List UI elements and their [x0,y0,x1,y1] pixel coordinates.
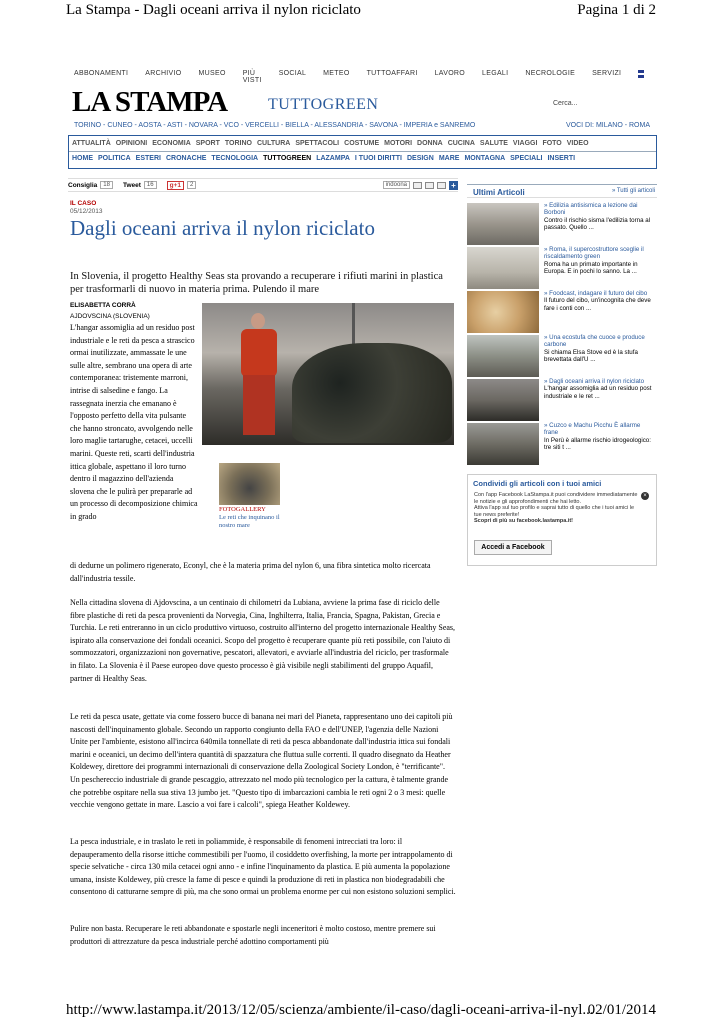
section-nav-row-2 [72,155,575,162]
gplus-count: 2 [187,181,196,189]
article-paragraph-3: La pesca industriale, e in traslato le reti in poliammide, è responsabile di fenomeni intrecciati tra loro: il depauperamento della risorse ittiche commestibili per l'uomo, il cosiddetto overfishing, la morte per intrappolamento di specie selvatiche - circa 130 mila cetacei ogni anno - e infine l'inquinamento da plastica. E più aumenta la popolazione umana, insiste Koldewey, più cresce la fame di pesce e quindi la produzione di reti in plastica non biodegradabili che consentono di catturarne sempre di più, ma che sono ormai un problema enorme per cui non esistono soluzioni semplici. [70,837,456,897]
section-nav-item[interactable]: TECNOLOGIA [211,155,259,162]
photogallery-thumbnail[interactable] [219,463,280,505]
section-nav-row-1 [72,140,589,147]
section-nav-item[interactable]: LAZAMPA [316,155,350,162]
font-size-icon[interactable] [437,182,446,189]
section-nav-item[interactable]: SALUTE [479,140,508,147]
section-nav-item[interactable]: VIDEO [566,140,589,147]
article-link[interactable]: » Roma, il supercostruttore sceglie il riscaldamento green [544,246,644,261]
topnav-item[interactable]: PIÙ VISTI [242,70,262,84]
article-author: ELISABETTA CORRÀ [70,302,136,309]
article-excerpt: L'hangar assomiglia ad un residuo post industriale e le ret ... [544,385,652,400]
section-nav-item[interactable]: ESTERI [135,155,161,162]
latest-article-item[interactable] [467,203,657,245]
section-nav-item[interactable]: MONTAGNA [464,155,506,162]
topnav-item[interactable]: SERVIZI [592,70,622,77]
section-nav-item[interactable]: CRONACHE [165,155,207,162]
latest-articles-title: Ultimi Articoli [473,188,525,197]
article-thumbnail[interactable] [467,335,539,377]
section-nav-item[interactable]: COSTUME [344,140,380,147]
article-thumbnail[interactable] [467,291,539,333]
share-text-1: Con l'app Facebook LaStampa.it puoi condividere immediatamente le notizie e gli approfondimenti che hai letto. [474,492,638,505]
photo-fishing-net [292,343,452,443]
article-thumbnail[interactable] [467,423,539,465]
article-excerpt: Si chiama Elsa Stove ed è la stufa brevettata dall'U ... [544,348,638,363]
section-nav-item[interactable]: SPETTACOLI [295,140,340,147]
section-nav-item[interactable]: CULTURA [257,140,291,147]
topnav-item[interactable]: METEO [323,70,350,77]
article-summary [544,290,656,312]
section-nav-item[interactable]: CUCINA [447,140,475,147]
gplus-button[interactable] [167,181,197,190]
latest-article-item[interactable] [467,247,657,289]
article-link[interactable]: » Dagli oceani arriva il nylon riciclato [544,378,645,385]
section-nav-item[interactable]: SPECIALI [510,155,543,162]
latest-article-item[interactable] [467,291,657,333]
share-box-text [474,492,639,525]
consiglia-label: Consiglia [68,181,98,189]
topnav-item[interactable]: ARCHIVIO [145,70,182,77]
article-paragraph-2: Le reti da pesca usate, gettate via come fossero bucce di banana nei mari del Pianeta, rappresentano uno dei capitoli più nascosti dell'inquinamento globale. Secondo un rapporto congiunto della FAO e dell'UNEP, l'agenzia delle Nazioni Unite per l'ambiente, esistono all'incirca 640mila tonnellate di reti da pesca abbandonate dall'industria ittica sui fondali marini e oceanici, un decimo dell'intera quantità di spazzatura che fluttua sulle correnti. Il quadro disegnato da Heather Koldewey, direttore dei programmi internazionali di conservazione della Zoological Society London, è "terrificante". Un peschereccio industriale di grande pescaggio, attrezzato nel modo più tecnologico per la cattura, è talmente grande che potrebbe ospitare nella sua stiva 13 jumbo jet. "Questo tipo di imbarcazioni cambia le reti ogni 2 o 3 mesi: quelle vecchie vengono gettate in mare. Lascio a voi fare i calcoli", spiega Heather Koldewey. [70,712,453,810]
article-paragraph-4: Pulire non basta. Recuperare le reti abbandonate e spostarle negli inceneritori è molto costoso, mentre premere sui produttori di attrezzature da pesca industriale perché adottino comportamenti più [70,924,436,946]
article-summary [544,378,656,400]
top-navigation [74,70,644,84]
indoona-button[interactable]: indoona [383,181,410,189]
section-nav-item[interactable]: ATTUALITÀ [72,140,111,147]
section-nav-item[interactable]: OPINIONI [115,140,148,147]
section-nav-item[interactable]: HOME [72,155,93,162]
divider [69,151,656,152]
article-link[interactable]: » Una ecostufa che cuoce e produce carbone [544,334,645,349]
article-thumbnail[interactable] [467,379,539,421]
print-footer-url: http://www.lastampa.it/2013/12/05/scienza/ambiente/il-caso/dagli-oceani-arriva-il-nyl... [66,1002,594,1018]
section-nav-item[interactable]: I TUOI DIRITTI [354,155,402,162]
photo-fisherman [237,313,287,438]
article-kicker: IL CASO [70,200,97,207]
topnav-item[interactable]: NECROLOGIE [525,70,576,77]
article-summary [544,334,656,363]
article-lead: L'hangar assomiglia ad un residuo post industriale e le reti da pesca a strascico ormai inutilizzate, ammassate le une sulle altre, sembrano una opera di arte contemporanea: tristemente marroni, intrise di salsedine e fango. La rassegnata inerzia che emanano è l'opposto perfetto della vita pulsante che hanno stroncato, avvolgendo nelle loro maglie tartarughe, cetacei, uccelli marini. Queste reti, scarti dell'industria ittica globale, aspettano il loro turno dentro il magazzino dell'azienda slovena che le pulirà per prepararle ad un processo di decomposizione chimica in grado [70,323,198,521]
section-nav-item[interactable]: DONNA [417,140,443,147]
cities-bar[interactable]: TORINO - CUNEO - AOSTA - ASTI - NOVARA - VCO - VERCELLI - BIELLA - ALESSANDRIA - SAVONA - IMPERIA e SANREMO [74,122,476,129]
share-text-3[interactable]: Scopri di più su facebook.lastampa.it! [474,518,574,524]
gplus-label: g+1 [167,181,184,190]
section-nav-item[interactable]: TUTTOGREEN [263,155,312,162]
latest-article-item[interactable] [467,379,657,421]
article-excerpt: Contro il rischio sisma l'edilizia torna al passato. Quello ... [544,216,651,231]
share-box-title: Condividi gli articoli con i tuoi amici [473,479,602,488]
article-dateline: AJDOVSCINA (SLOVENIA) [70,313,150,320]
section-nav-item[interactable]: FOTO [542,140,562,147]
article-link[interactable]: » Cuzco e Machu Picchu È allarme frane [544,422,641,437]
add-share-icon[interactable]: + [449,181,458,190]
section-nav-item[interactable]: VIAGGI [512,140,538,147]
article-subtitle: In Slovenia, il progetto Healthy Seas sta provando a recuperare i rifiuti marini in plastica per trasformarli di nuovo in materia prima. Pulendo il mare [70,271,443,295]
section-nav-item[interactable]: SPORT [195,140,220,147]
topnav-item[interactable]: LEGALI [482,70,509,77]
print-header-title: La Stampa - Dagli oceani arriva il nylon riciclato [66,2,361,18]
section-nav-item[interactable]: TORINO [224,140,252,147]
latest-article-item[interactable] [467,423,657,465]
print-icon[interactable] [413,182,422,189]
section-nav-item[interactable]: DESIGN [406,155,434,162]
article-date: 05/12/2013 [70,208,103,215]
voci-links[interactable]: VOCI DI: MILANO - ROMA [566,122,651,129]
topnav-item[interactable]: MUSEO [198,70,226,77]
print-header-page: Pagina 1 di 2 [577,2,656,18]
section-nav-item[interactable]: INSERTI [547,155,576,162]
share-bar [68,178,458,192]
consiglia-count: 18 [100,181,113,189]
topnav-item[interactable]: SOCIAL [278,70,307,77]
section-title[interactable]: TUTTOGREEN [268,96,379,113]
section-nav-item[interactable]: MOTORI [384,140,413,147]
article-link[interactable]: » Edilizia antisismica a lezione dai Borboni [544,202,638,217]
tweet-label: Tweet [122,181,141,189]
mail-icon[interactable] [425,182,434,189]
share-text-2: Attiva l'app sul tuo profilo e saprai tutto di quello che i tuoi amici le tue news preferite! [474,505,635,518]
article-main-photo[interactable] [202,303,454,445]
facebook-login-button[interactable]: Accedi a Facebook [474,540,552,555]
latest-articles-header [467,184,657,198]
section-nav-item[interactable]: POLITICA [98,155,131,162]
article-thumbnail[interactable] [467,203,539,245]
english-flag-icon[interactable] [638,70,644,78]
article-lead-continued: di dedurne un polimero rigenerato, Econyl, che è la materia prima del nylon 6, una fibra sintetica molto ricercata dall'industria tessile. [70,561,431,583]
topnav-item[interactable]: TUTTOAFFARI [366,70,418,77]
share-icons [383,181,458,190]
section-nav-item[interactable]: ECONOMIA [152,140,191,147]
print-footer-date: 02/01/2014 [587,1002,656,1018]
article-excerpt: Roma ha un primato importante in Europa. E in pochi lo sanno. La ... [544,260,638,275]
article-excerpt: Il futuro del cibo, un'incognita che deve fare i conti con ... [544,297,651,312]
photogallery-label: FOTOGALLERY [219,506,266,513]
photogallery-caption-text: Le reti che inquinano il nostro mare [219,514,280,529]
facebook-share-box [467,474,657,566]
tweet-button[interactable] [123,181,157,189]
search-input[interactable]: Cerca... [553,100,578,107]
section-nav-item[interactable]: MARE [438,155,460,162]
tweet-count: 16 [144,181,157,189]
article-headline: Dagli oceani arriva il nylon riciclato [70,216,375,240]
article-paragraph-1: Nella cittadina slovena di Ajdovscina, a un centinaio di chilometri da Lubiana, avviene la prima fase di riciclo delle fibre plastiche di reti da pesca provenienti da Norvegia, Cina, Inghilterra, Italia, Francia, Spagna, Pakistan, Grecia e Turchia. Le reti entreranno in un ciclo produttivo virtuoso, costruito all'interno del progetto internazionale Healthy Seas, ispirato alla conservazione dei fondali oceanici. Scopo del progetto è recuperare quante più reti possibile, con l'aiuto di sommozzatori, organizzazioni non governative, pescatori, allevatori, e avviarle all'industria del riciclo, per trasformale in filato. La Slovenia è il Paese europeo dove questo processo è già visibile negli stabilimenti del gruppo Aquafil, partner di Healthy Seas. [70,598,456,683]
latest-article-item[interactable] [467,335,657,377]
article-excerpt: In Perù è allarme rischio idrogeologico: tre siti t ... [544,436,651,451]
article-summary [544,422,656,451]
all-articles-link[interactable]: » Tutti gli articoli [611,188,655,194]
article-summary [544,246,656,275]
site-logo[interactable]: LA STAMPA [72,86,228,118]
article-link[interactable]: » Foodcast, indagare il futuro del cibo [544,290,648,297]
close-icon[interactable]: × [641,492,649,500]
article-thumbnail[interactable] [467,247,539,289]
section-navigation [68,135,657,169]
article-summary [544,202,656,231]
photogallery-caption[interactable] [219,506,289,530]
topnav-item[interactable]: LAVORO [434,70,466,77]
facebook-like-button[interactable] [68,181,113,189]
topnav-item[interactable]: ABBONAMENTI [74,70,129,77]
